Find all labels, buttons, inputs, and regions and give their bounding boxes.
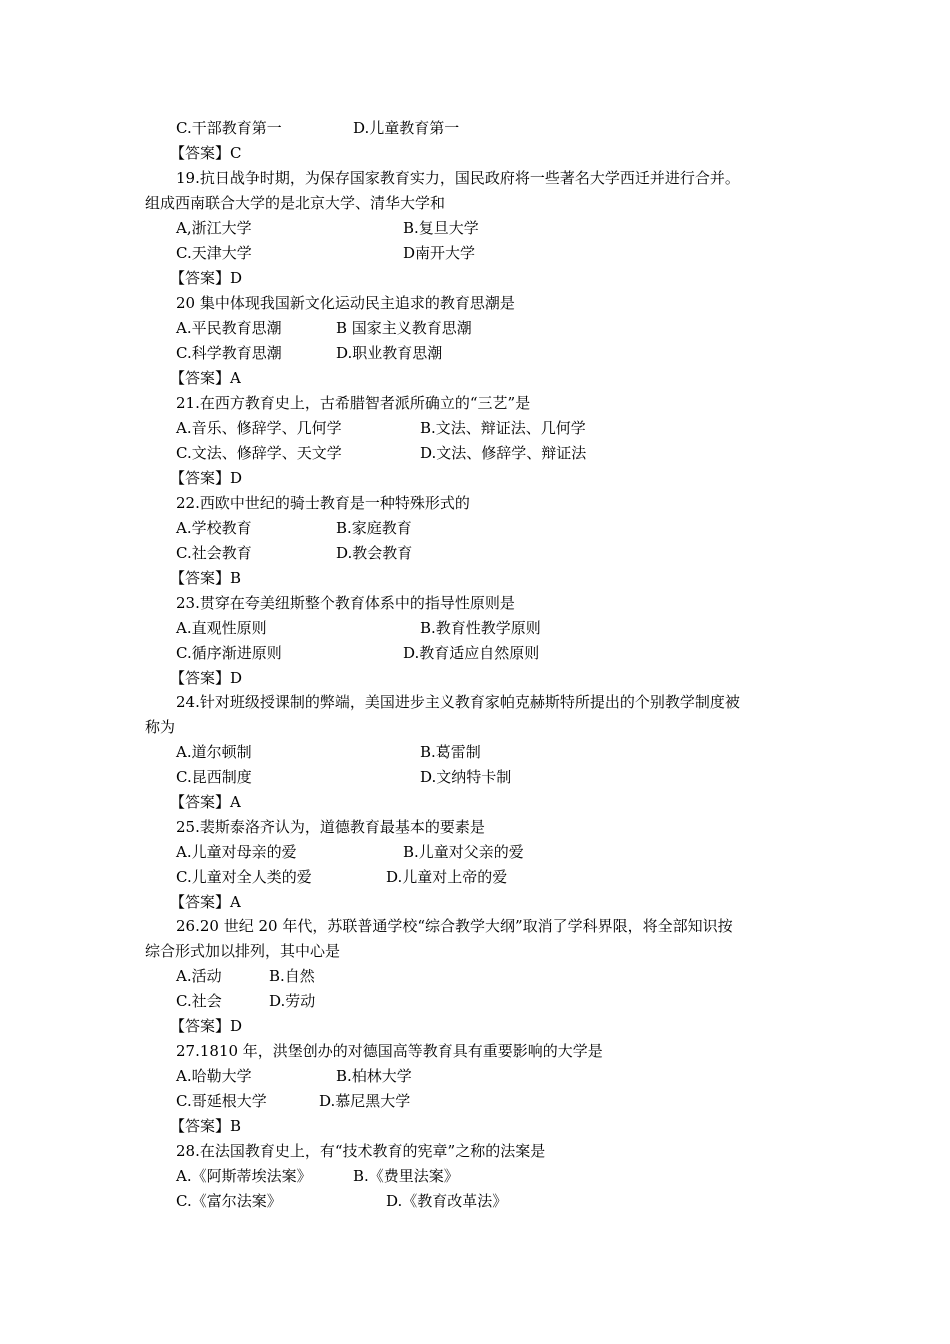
option-a: A.平民教育思潮	[176, 319, 282, 337]
option-d: D.劳动	[269, 992, 316, 1010]
question-stem-continued: 称为	[145, 718, 176, 736]
option-a: A.哈勒大学	[176, 1067, 252, 1085]
option-a: A.学校教育	[176, 519, 252, 537]
question-stem: 23.贯穿在夸美纽斯整个教育体系中的指导性原则是	[176, 594, 515, 612]
option-c: C.昆西制度	[176, 768, 252, 786]
answer-label: 【答案】D	[170, 469, 243, 487]
option-c: C.文法、修辞学、天文学	[176, 444, 342, 462]
question-stem: 25.裴斯泰洛齐认为，道德教育最基本的要素是	[176, 818, 485, 836]
question-stem: 27.1810 年，洪堡创办的对德国高等教育具有重要影响的大学是	[176, 1042, 603, 1060]
option-c: C.天津大学	[176, 244, 252, 262]
option-d: D.文纳特卡制	[420, 768, 512, 786]
option-b: B.儿童对父亲的爱	[403, 843, 524, 861]
question-stem: 21.在西方教育史上，古希腊智者派所确立的“三艺”是	[176, 394, 531, 412]
option-d: D.儿童对上帝的爱	[386, 868, 508, 886]
question-stem-continued: 综合形式加以排列，其中心是	[145, 942, 341, 960]
option-b: B.《费里法案》	[353, 1167, 459, 1185]
option-c: C.循序渐进原则	[176, 644, 282, 662]
option-c: C.哥延根大学	[176, 1092, 267, 1110]
answer-label: 【答案】B	[170, 1117, 242, 1135]
option-c: C.干部教育第一	[176, 119, 282, 137]
option-b: B.教育性教学原则	[420, 619, 541, 637]
option-c: C.《富尔法案》	[176, 1192, 282, 1210]
option-c: C.社会	[176, 992, 222, 1010]
question-stem-continued: 组成西南联合大学的是北京大学、清华大学和	[145, 194, 446, 212]
option-b: B.文法、辩证法、几何学	[420, 419, 586, 437]
option-a: A.音乐、修辞学、几何学	[176, 419, 342, 437]
option-b: B.家庭教育	[336, 519, 412, 537]
option-a: A,浙江大学	[176, 219, 252, 237]
question-stem: 28.在法国教育史上，有“技术教育的宪章”之称的法案是	[176, 1142, 546, 1160]
option-c: C.儿童对全人类的爱	[176, 868, 312, 886]
option-d: D.《教育改革法》	[386, 1192, 508, 1210]
question-stem: 26.20 世纪 20 年代，苏联普通学校“综合教学大纲”取消了学科界限，将全部知识按	[176, 917, 733, 935]
question-stem: 20 集中体现我国新文化运动民主追求的教育思潮是	[176, 294, 515, 312]
question-stem: 24.针对班级授课制的弊端，美国进步主义教育家帕克赫斯特所提出的个别教学制度被	[176, 693, 740, 711]
option-c: C.科学教育思潮	[176, 344, 282, 362]
option-b: B.复旦大学	[403, 219, 479, 237]
answer-label: 【答案】A	[170, 369, 241, 387]
option-d: D南开大学	[403, 244, 476, 262]
answer-label: 【答案】D	[170, 669, 243, 687]
option-d: D.教育适应自然原则	[403, 644, 540, 662]
option-d: D.文法、修辞学、辩证法	[420, 444, 587, 462]
option-d: D.职业教育思潮	[336, 344, 443, 362]
answer-label: 【答案】D	[170, 269, 243, 287]
question-stem: 19.抗日战争时期，为保存国家教育实力，国民政府将一些著名大学西迁并进行合并。	[176, 169, 740, 187]
option-b: B 国家主义教育思潮	[336, 319, 472, 337]
answer-label: 【答案】A	[170, 893, 241, 911]
answer-label: 【答案】B	[170, 569, 242, 587]
answer-label: 【答案】D	[170, 1017, 243, 1035]
option-d: D.教会教育	[336, 544, 413, 562]
option-b: B.自然	[269, 967, 315, 985]
option-d: D.儿童教育第一	[353, 119, 460, 137]
option-c: C.社会教育	[176, 544, 252, 562]
option-a: A.道尔顿制	[176, 743, 252, 761]
answer-label: 【答案】C	[170, 144, 242, 162]
option-b: B.葛雷制	[420, 743, 481, 761]
answer-label: 【答案】A	[170, 793, 241, 811]
option-a: A.直观性原则	[176, 619, 267, 637]
option-a: A.儿童对母亲的爱	[176, 843, 297, 861]
option-a: A.《阿斯蒂埃法案》	[176, 1167, 312, 1185]
question-stem: 22.西欧中世纪的骑士教育是一种特殊形式的	[176, 494, 470, 512]
option-a: A.活动	[176, 967, 222, 985]
option-d: D.慕尼黑大学	[319, 1092, 411, 1110]
option-b: B.柏林大学	[336, 1067, 412, 1085]
